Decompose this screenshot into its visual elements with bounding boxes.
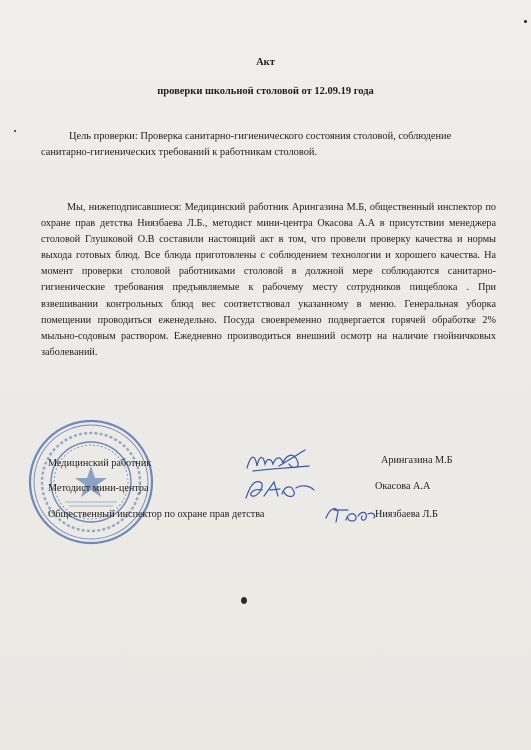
signature-role-3: Общественный инспектор по охране прав детства	[48, 509, 265, 520]
handwritten-signature-1	[243, 446, 315, 476]
round-stamp-seal	[27, 418, 155, 546]
purpose-text: Цель проверки: Проверка санитарно-гигиенического состояния столовой, соблюдение санитарно-гигиенических требований к работникам столовой.	[41, 131, 452, 158]
ink-speck	[524, 20, 527, 23]
body-paragraph	[41, 200, 496, 361]
signature-name-2: Окасова А.А	[375, 481, 431, 492]
document-title: Акт	[256, 57, 275, 68]
body-text: Мы, нижеподписавшиеся: Медицинский работник Арингазина М.Б, общественный инспектор по охране прав детства Ниязбаева Л.Б., методист мини-центра Окасова А.А в присутствии менеджера столовой Глушковой О.В составили настоящий акт в том, что провели проверку качества и нормы выхода готовых блюд. Все блюда приготовлены с соблюдением технологии и хорошего качества. На момент проверки столовой работниками столовой в должной мере соблюдаются санитарно-гигиенические требования предъявляемые к рабочему месту сотрудников пищеблока . При взвешивании контрольных блюд вес соответствовал указанному в меню. Генеральная уборка помещении проводиться еженедельно. Посуда своевременно подвергается горячей обработке 2% мыльно-содовым раствором. Ежедневно производиться внешний осмотр на наличие гнойничковых заболеваний.	[41, 202, 496, 358]
handwritten-signature-2	[240, 474, 320, 504]
document-subtitle: проверки школьной столовой от 12.09.19 года	[157, 86, 374, 97]
signature-role-1: Медицинский работник	[48, 458, 152, 469]
ink-speck	[14, 130, 16, 132]
ink-speck	[241, 597, 247, 604]
purpose-paragraph	[41, 129, 491, 161]
signature-name-1: Арингазина М.Б	[381, 455, 453, 466]
handwritten-signature-3	[322, 500, 378, 526]
signature-role-2: Методист мини-центра	[48, 483, 149, 494]
signature-name-3: Ниязбаева Л.Б	[375, 509, 438, 520]
